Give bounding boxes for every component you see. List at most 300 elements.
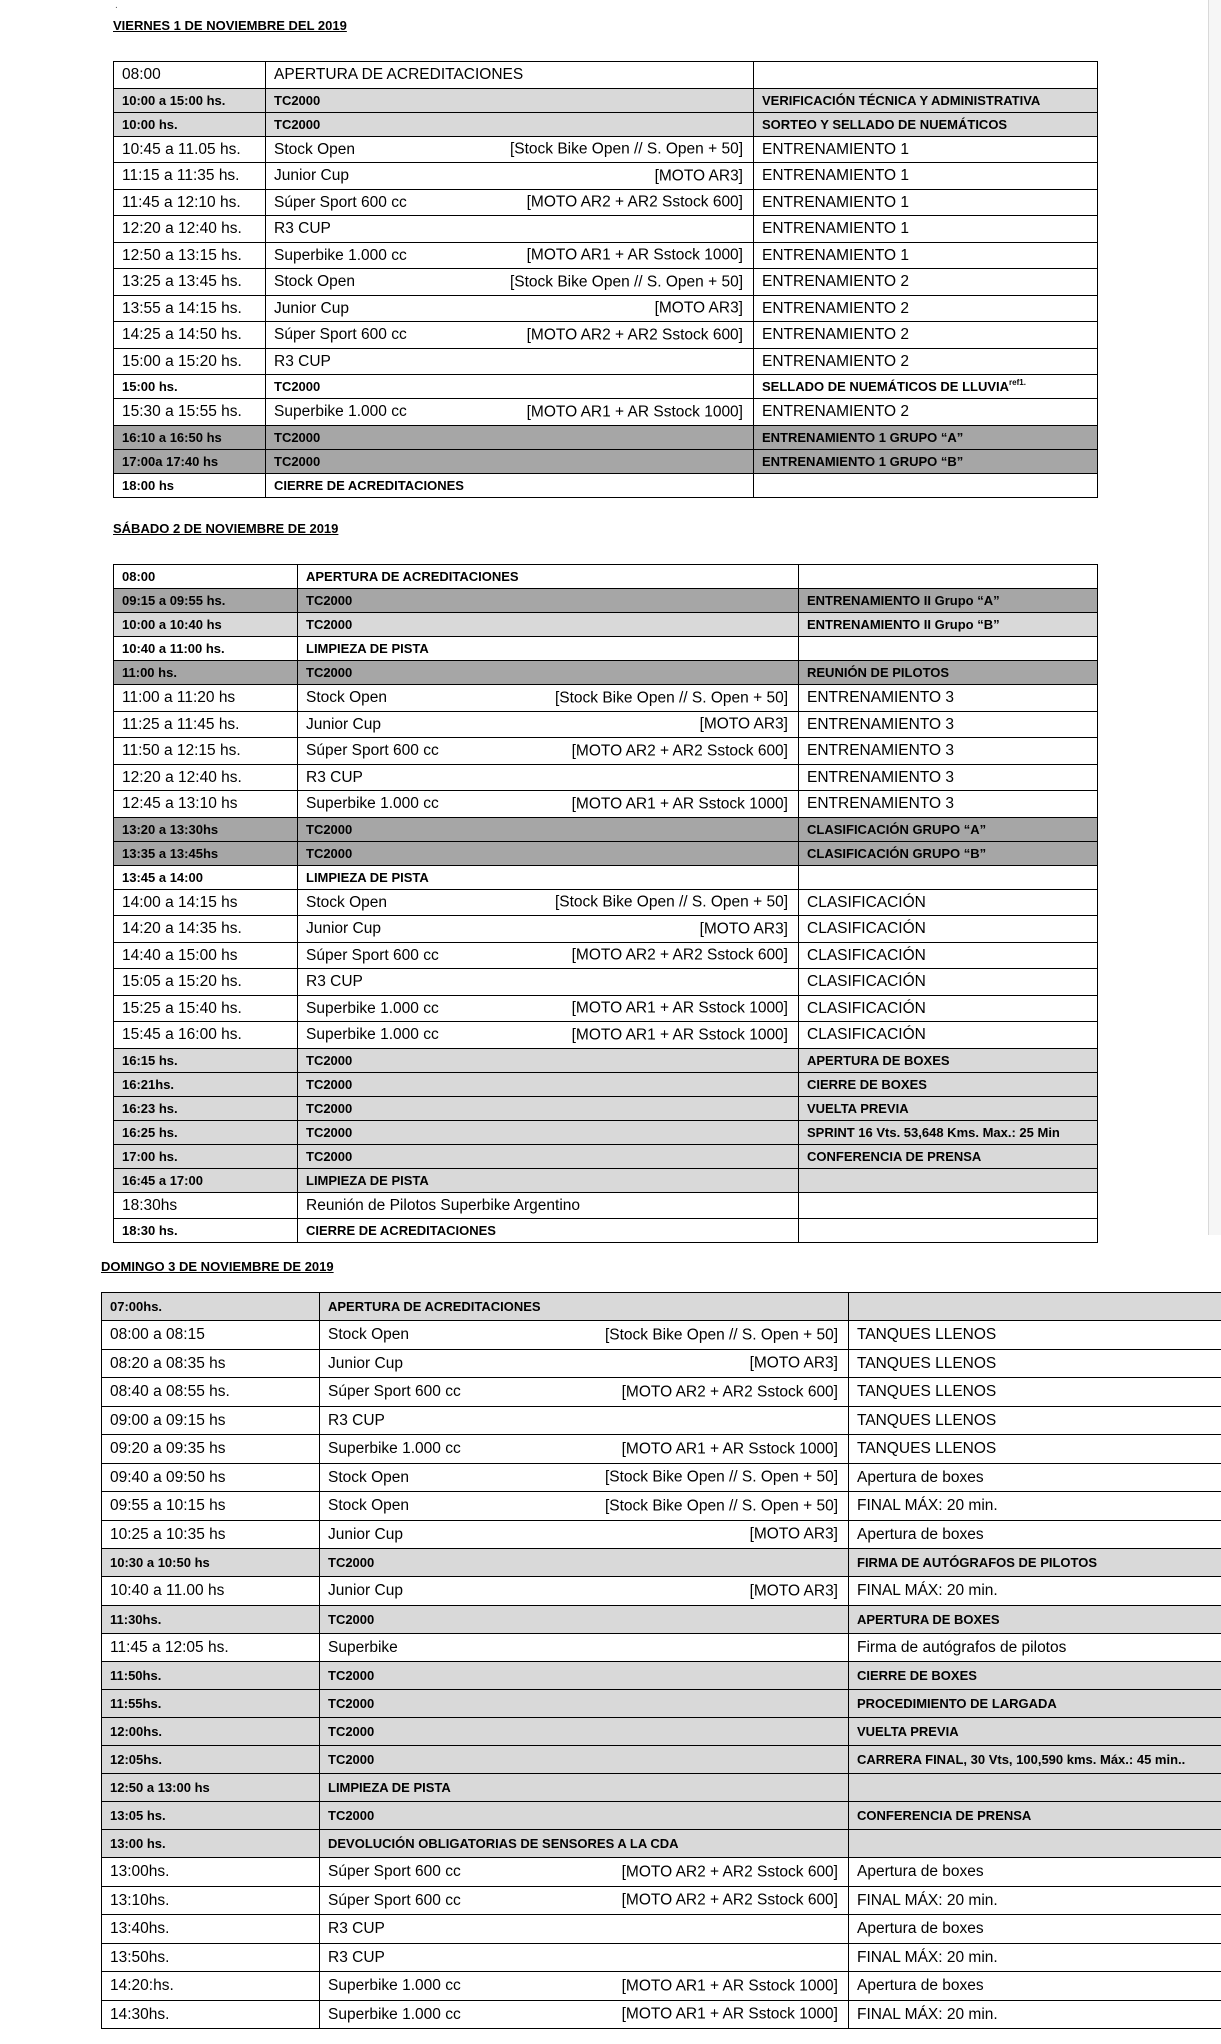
activity-cell (849, 1349, 1221, 1378)
activity-label: CLASIFICACIÓN GRUPO “B” (807, 845, 987, 861)
time-cell: 10:30 a 10:50 hs (102, 1549, 320, 1577)
activity-label: ENTRENAMIENTO 2 (762, 299, 909, 317)
event-name: TC2000 (306, 1124, 353, 1140)
schedule-row (114, 322, 1098, 349)
event-cell (298, 916, 799, 943)
event-name: APERTURA DE ACREDITACIONES (306, 569, 519, 584)
time-cell: 14:30hs. (102, 2000, 320, 2029)
event-cell (298, 1219, 799, 1243)
event-cell (320, 1549, 849, 1577)
event-name: Súper Sport 600 cc (306, 946, 439, 964)
time-cell: 13:20 a 13:30hs (114, 817, 298, 841)
category-label: [MOTO AR2 + AR2 Sstock 600] (621, 1891, 838, 1909)
activity-cell (799, 841, 1098, 865)
activity-label: SORTEO Y SELLADO DE NUEMÁTICOS (762, 116, 1008, 132)
activity-cell (849, 1662, 1221, 1690)
time-cell: 08:20 a 08:35 hs (102, 1349, 320, 1378)
activity-cell (849, 1690, 1221, 1718)
day-title-viernes: VIERNES 1 DE NOVIEMBRE DEL 2019 (113, 18, 347, 33)
time-cell: 16:23 hs. (114, 1096, 298, 1120)
schedule-row (102, 1633, 1221, 1662)
activity-cell (799, 1022, 1098, 1049)
activity-cell (849, 1605, 1221, 1633)
event-cell (320, 1746, 849, 1774)
activity-cell (754, 216, 1098, 243)
event-name: TC2000 (306, 845, 353, 861)
event-name: TC2000 (274, 453, 321, 469)
event-cell (320, 1915, 849, 1944)
schedule-row (114, 637, 1098, 661)
activity-cell (799, 613, 1098, 637)
event-cell (320, 1349, 849, 1378)
event-cell (298, 1096, 799, 1120)
page-edge (1208, 0, 1221, 1235)
activity-label: ENTRENAMIENTO 1 (762, 167, 909, 184)
activity-cell (754, 348, 1098, 375)
activity-cell (754, 112, 1098, 136)
activity-cell (799, 865, 1098, 889)
activity-label: TANQUES LLENOS (857, 1354, 997, 1372)
schedule-row (102, 1435, 1221, 1464)
time-cell: 13:55 a 14:15 hs. (114, 295, 266, 322)
time-cell: 15:00 a 15:20 hs. (114, 348, 266, 375)
event-cell (298, 613, 799, 637)
event-name: Junior Cup (274, 299, 349, 317)
event-cell (320, 1972, 849, 2001)
event-cell (266, 216, 754, 243)
activity-label: Firma de autógrafos de pilotos (857, 1638, 1067, 1656)
activity-label: TANQUES LLENOS (857, 1326, 997, 1343)
activity-label: TANQUES LLENOS (857, 1383, 997, 1400)
schedule-row (114, 942, 1098, 969)
time-cell: 11:45 a 12:10 hs. (114, 189, 266, 216)
event-name: TC2000 (306, 617, 353, 632)
schedule-row (114, 1022, 1098, 1049)
activity-cell (849, 1633, 1221, 1662)
header-dot: . (115, 0, 118, 11)
schedule-row (114, 916, 1098, 943)
category-label: [MOTO AR2 + AR2 Sstock 600] (526, 326, 743, 343)
activity-cell (754, 449, 1098, 473)
time-cell: 11:15 a 11:35 hs. (114, 163, 266, 190)
schedule-row (114, 112, 1098, 136)
schedule-row (114, 242, 1098, 269)
event-name: R3 CUP (274, 220, 331, 237)
event-cell (298, 661, 799, 685)
event-cell (266, 295, 754, 322)
event-name: TC2000 (274, 92, 321, 108)
activity-cell (799, 1048, 1098, 1072)
schedule-row (114, 189, 1098, 216)
event-name: Stock Open (306, 893, 387, 911)
time-cell: 09:20 a 09:35 hs (102, 1435, 320, 1464)
activity-label: Apertura de boxes (857, 1977, 984, 1994)
event-cell (298, 685, 799, 712)
schedule-row (102, 1915, 1221, 1944)
activity-label: VERIFICACIÓN TÉCNICA Y ADMINISTRATIVA (762, 92, 1041, 108)
event-name: Junior Cup (328, 1582, 403, 1599)
time-cell: 16:25 hs. (114, 1120, 298, 1144)
time-cell: 16:10 a 16:50 hs (114, 425, 266, 449)
time-cell: 12:45 a 13:10 hs (114, 791, 298, 818)
category-label: [MOTO AR1 + AR Sstock 1000] (571, 1026, 788, 1043)
schedule-row (114, 163, 1098, 190)
schedule-row (114, 711, 1098, 738)
schedule-row (114, 88, 1098, 112)
activity-label: Apertura de boxes (857, 1863, 984, 1880)
schedule-row (114, 738, 1098, 765)
schedule-row (114, 136, 1098, 163)
activity-label: ENTRENAMIENTO 1 GRUPO “A” (762, 429, 964, 445)
event-cell (298, 942, 799, 969)
event-cell (266, 375, 754, 399)
time-cell: 10:40 a 11:00 hs. (114, 637, 298, 661)
activity-cell (849, 1435, 1221, 1464)
event-name: TC2000 (274, 379, 321, 394)
event-cell (298, 889, 799, 916)
schedule-row (102, 1349, 1221, 1378)
activity-cell (799, 817, 1098, 841)
event-cell (298, 637, 799, 661)
activity-cell (849, 1718, 1221, 1746)
event-name: TC2000 (328, 1752, 375, 1767)
time-cell: 15:30 a 15:55 hs. (114, 399, 266, 426)
category-label: [Stock Bike Open // S. Open + 50] (509, 140, 743, 158)
activity-label: FIRMA DE AUTÓGRAFOS DE PILOTOS (857, 1555, 1098, 1570)
time-cell: 13:50hs. (102, 1943, 320, 1972)
schedule-row (114, 269, 1098, 296)
category-label: [MOTO AR2 + AR2 Sstock 600] (526, 193, 743, 211)
category-label: [MOTO AR2 + AR2 Sstock 600] (621, 1383, 838, 1400)
time-cell: 13:10hs. (102, 1886, 320, 1915)
event-name: Súper Sport 600 cc (274, 193, 407, 211)
event-name: Junior Cup (274, 167, 349, 184)
activity-label: APERTURA DE BOXES (807, 1052, 950, 1068)
category-label: [MOTO AR3] (654, 299, 743, 317)
event-cell (320, 1520, 849, 1549)
schedule-row (114, 1168, 1098, 1192)
event-cell (320, 1774, 849, 1802)
schedule-row (114, 295, 1098, 322)
time-cell: 14:00 a 14:15 hs (114, 889, 298, 916)
event-name: Superbike 1.000 cc (328, 1440, 461, 1457)
schedule-row (114, 661, 1098, 685)
activity-cell (799, 1144, 1098, 1168)
event-name: Superbike (328, 1638, 398, 1656)
activity-cell (754, 425, 1098, 449)
activity-label: CLASIFICACIÓN (807, 1026, 926, 1043)
time-cell: 13:25 a 13:45 hs. (114, 269, 266, 296)
time-cell: 10:00 a 15:00 hs. (114, 88, 266, 112)
schedule-row (114, 969, 1098, 996)
schedule-row (114, 1120, 1098, 1144)
category-label: [MOTO AR1 + AR Sstock 1000] (621, 1440, 838, 1457)
schedule-row (102, 1690, 1221, 1718)
activity-cell (799, 711, 1098, 738)
activity-label: CLASIFICACIÓN (807, 973, 926, 990)
activity-label: ENTRENAMIENTO 3 (807, 795, 954, 812)
time-cell: 11:00 hs. (114, 661, 298, 685)
event-cell (298, 841, 799, 865)
schedule-row (114, 425, 1098, 449)
schedule-row (114, 399, 1098, 426)
schedule-row (114, 791, 1098, 818)
event-name: APERTURA DE ACREDITACIONES (328, 1299, 541, 1314)
activity-cell (799, 661, 1098, 685)
schedule-row (102, 1746, 1221, 1774)
schedule-row (114, 613, 1098, 637)
schedule-row (114, 348, 1098, 375)
time-cell: 14:40 a 15:00 hs (114, 942, 298, 969)
event-cell (298, 565, 799, 589)
schedule-row (114, 62, 1098, 89)
activity-cell (799, 889, 1098, 916)
event-cell (298, 817, 799, 841)
activity-cell (849, 1972, 1221, 2001)
time-cell: 12:00hs. (102, 1718, 320, 1746)
activity-label: ENTRENAMIENTO 3 (807, 715, 954, 733)
time-cell: 12:05hs. (102, 1746, 320, 1774)
activity-label: TANQUES LLENOS (857, 1440, 997, 1457)
event-name: TC2000 (306, 821, 353, 837)
category-label: [Stock Bike Open // S. Open + 50] (604, 1497, 838, 1514)
category-label: [Stock Bike Open // S. Open + 50] (554, 893, 788, 911)
schedule-row (102, 1463, 1221, 1492)
event-cell (320, 1802, 849, 1830)
activity-label: ENTRENAMIENTO II Grupo “B” (807, 617, 1000, 632)
time-cell: 14:25 a 14:50 hs. (114, 322, 266, 349)
event-name: R3 CUP (306, 768, 363, 786)
category-label: [MOTO AR2 + AR2 Sstock 600] (571, 946, 788, 964)
category-label: [Stock Bike Open // S. Open + 50] (509, 273, 743, 290)
activity-label: Apertura de boxes (857, 1468, 984, 1486)
event-cell (266, 136, 754, 163)
activity-label: TANQUES LLENOS (857, 1411, 997, 1429)
event-cell (320, 1886, 849, 1915)
schedule-row (114, 589, 1098, 613)
activity-label: CIERRE DE BOXES (857, 1668, 977, 1683)
time-cell: 13:40hs. (102, 1915, 320, 1944)
activity-label: ENTRENAMIENTO 3 (807, 768, 954, 786)
category-label: [MOTO AR1 + AR Sstock 1000] (621, 1977, 838, 1994)
event-name: Stock Open (274, 140, 355, 158)
event-cell (320, 1633, 849, 1662)
schedule-row (114, 449, 1098, 473)
event-cell (266, 348, 754, 375)
event-name: Stock Open (328, 1497, 409, 1514)
schedule-row (102, 1406, 1221, 1435)
event-name: LIMPIEZA DE PISTA (306, 869, 429, 885)
activity-cell (799, 916, 1098, 943)
activity-cell (754, 269, 1098, 296)
event-name: Junior Cup (306, 920, 381, 937)
time-cell: 17:00a 17:40 hs (114, 449, 266, 473)
day-title-domingo: DOMINGO 3 DE NOVIEMBRE DE 2019 (101, 1259, 334, 1274)
time-cell: 11:45 a 12:05 hs. (102, 1633, 320, 1662)
category-label: [MOTO AR1 + AR Sstock 1000] (526, 403, 743, 420)
schedule-row (102, 1662, 1221, 1690)
activity-cell (849, 1943, 1221, 1972)
schedule-row (114, 1219, 1098, 1243)
schedule-row (102, 1718, 1221, 1746)
event-cell (298, 791, 799, 818)
schedule-table-domingo (101, 1292, 1221, 2029)
activity-cell (799, 565, 1098, 589)
event-cell (298, 969, 799, 996)
event-cell (298, 995, 799, 1022)
activity-label: CARRERA FINAL, 30 Vts, 100,590 kms. Máx.: 45 min.. (857, 1752, 1186, 1767)
activity-cell (754, 242, 1098, 269)
activity-cell (799, 942, 1098, 969)
schedule-row (102, 1830, 1221, 1858)
activity-cell (799, 969, 1098, 996)
time-cell: 12:20 a 12:40 hs. (114, 764, 298, 791)
event-cell (320, 2000, 849, 2029)
event-name: CIERRE DE ACREDITACIONES (274, 477, 464, 493)
event-name: TC2000 (328, 1724, 375, 1739)
event-cell (320, 1662, 849, 1690)
activity-label: SPRINT 16 Vts. 53,648 Kms. Max.: 25 Min (807, 1124, 1060, 1140)
time-cell: 09:00 a 09:15 hs (102, 1406, 320, 1435)
schedule-row (102, 1972, 1221, 2001)
schedule-row (114, 841, 1098, 865)
event-cell (266, 399, 754, 426)
category-label: [MOTO AR3] (749, 1582, 838, 1599)
activity-cell (849, 1915, 1221, 1944)
schedule-row (102, 1520, 1221, 1549)
event-name: Reunión de Pilotos Superbike Argentino (306, 1196, 581, 1214)
day-title-sabado: SÁBADO 2 DE NOVIEMBRE DE 2019 (113, 521, 339, 536)
time-cell: 13:45 a 14:00 (114, 865, 298, 889)
category-label: [MOTO AR1 + AR Sstock 1000] (526, 246, 743, 264)
activity-label: CLASIFICACIÓN (807, 999, 926, 1017)
schedule-row (114, 1048, 1098, 1072)
time-cell: 15:25 a 15:40 hs. (114, 995, 298, 1022)
event-cell (298, 1192, 799, 1219)
activity-cell (754, 88, 1098, 112)
event-name: Superbike 1.000 cc (274, 403, 407, 420)
time-cell: 11:00 a 11:20 hs (114, 685, 298, 712)
schedule-row (114, 1072, 1098, 1096)
event-cell (266, 242, 754, 269)
event-cell (266, 88, 754, 112)
activity-label: VUELTA PREVIA (857, 1724, 959, 1739)
activity-cell (754, 295, 1098, 322)
activity-cell (849, 1802, 1221, 1830)
event-name: LIMPIEZA DE PISTA (306, 1172, 429, 1188)
activity-cell (799, 1168, 1098, 1192)
event-cell (320, 1830, 849, 1858)
category-label: [Stock Bike Open // S. Open + 50] (604, 1326, 838, 1343)
event-cell (266, 163, 754, 190)
schedule-row (114, 1096, 1098, 1120)
event-cell (320, 1463, 849, 1492)
schedule-row (102, 1943, 1221, 1972)
time-cell: 10:45 a 11.05 hs. (114, 136, 266, 163)
activity-cell (754, 322, 1098, 349)
activity-cell (754, 136, 1098, 163)
schedule-row (114, 473, 1098, 497)
activity-cell (849, 1406, 1221, 1435)
event-cell (266, 269, 754, 296)
event-cell (320, 1577, 849, 1606)
event-name: Stock Open (274, 273, 355, 290)
category-label: [MOTO AR1 + AR Sstock 1000] (571, 795, 788, 812)
event-cell (266, 62, 754, 89)
activity-cell (849, 1746, 1221, 1774)
activity-label: ENTRENAMIENTO 3 (807, 742, 954, 759)
event-cell (298, 1022, 799, 1049)
activity-cell (799, 1192, 1098, 1219)
category-label: [MOTO AR2 + AR2 Sstock 600] (571, 742, 788, 759)
category-label: [Stock Bike Open // S. Open + 50] (604, 1468, 838, 1486)
activity-label: SELLADO DE NUEMÁTICOS DE LLUVIA (762, 379, 1010, 394)
activity-cell (799, 791, 1098, 818)
activity-cell (754, 163, 1098, 190)
activity-label: ENTRENAMIENTO 2 (762, 352, 909, 370)
schedule-row (114, 1144, 1098, 1168)
schedule-row (114, 817, 1098, 841)
event-name: TC2000 (306, 1148, 353, 1164)
schedule-row (114, 1192, 1098, 1219)
activity-label: CLASIFICACIÓN (807, 946, 926, 964)
activity-label: ENTRENAMIENTO 2 (762, 403, 909, 420)
event-name: TC2000 (328, 1808, 375, 1823)
activity-label: ENTRENAMIENTO 3 (807, 689, 954, 706)
event-cell (266, 322, 754, 349)
event-name: Stock Open (328, 1326, 409, 1343)
event-name: APERTURA DE ACREDITACIONES (274, 66, 524, 83)
event-cell (320, 1378, 849, 1407)
event-cell (298, 1120, 799, 1144)
activity-label: CLASIFICACIÓN (807, 920, 926, 937)
event-cell (298, 711, 799, 738)
category-label: [MOTO AR3] (749, 1354, 838, 1372)
event-name: Superbike 1.000 cc (274, 246, 407, 264)
event-name: Súper Sport 600 cc (328, 1891, 461, 1909)
event-name: R3 CUP (306, 973, 363, 990)
event-name: Junior Cup (328, 1354, 403, 1372)
activity-label: ENTRENAMIENTO 2 (762, 326, 909, 343)
event-name: TC2000 (306, 1100, 353, 1116)
activity-label: ENTRENAMIENTO II Grupo “A” (807, 593, 1000, 608)
category-label: [MOTO AR1 + AR Sstock 1000] (571, 999, 788, 1017)
activity-label: APERTURA DE BOXES (857, 1611, 1000, 1627)
time-cell: 08:00 (114, 565, 298, 589)
activity-cell (849, 1293, 1221, 1321)
event-name: R3 CUP (274, 352, 331, 370)
time-cell: 11:50 a 12:15 hs. (114, 738, 298, 765)
schedule-row (102, 1774, 1221, 1802)
activity-cell (754, 473, 1098, 497)
event-name: R3 CUP (328, 1411, 385, 1429)
activity-label: CLASIFICACIÓN (807, 893, 926, 911)
event-name: TC2000 (306, 1052, 353, 1068)
activity-label: ENTRENAMIENTO 1 (762, 246, 909, 264)
time-cell: 12:50 a 13:00 hs (102, 1774, 320, 1802)
time-cell: 15:00 hs. (114, 375, 266, 399)
event-name: CIERRE DE ACREDITACIONES (306, 1223, 496, 1238)
schedule-row (114, 216, 1098, 243)
activity-cell (849, 1378, 1221, 1407)
event-name: LIMPIEZA DE PISTA (306, 641, 429, 656)
event-cell (298, 589, 799, 613)
schedule-row (114, 565, 1098, 589)
schedule-row (114, 685, 1098, 712)
activity-label: FINAL MÁX: 20 min. (857, 1497, 998, 1514)
event-cell (320, 1293, 849, 1321)
time-cell: 09:15 a 09:55 hs. (114, 589, 298, 613)
